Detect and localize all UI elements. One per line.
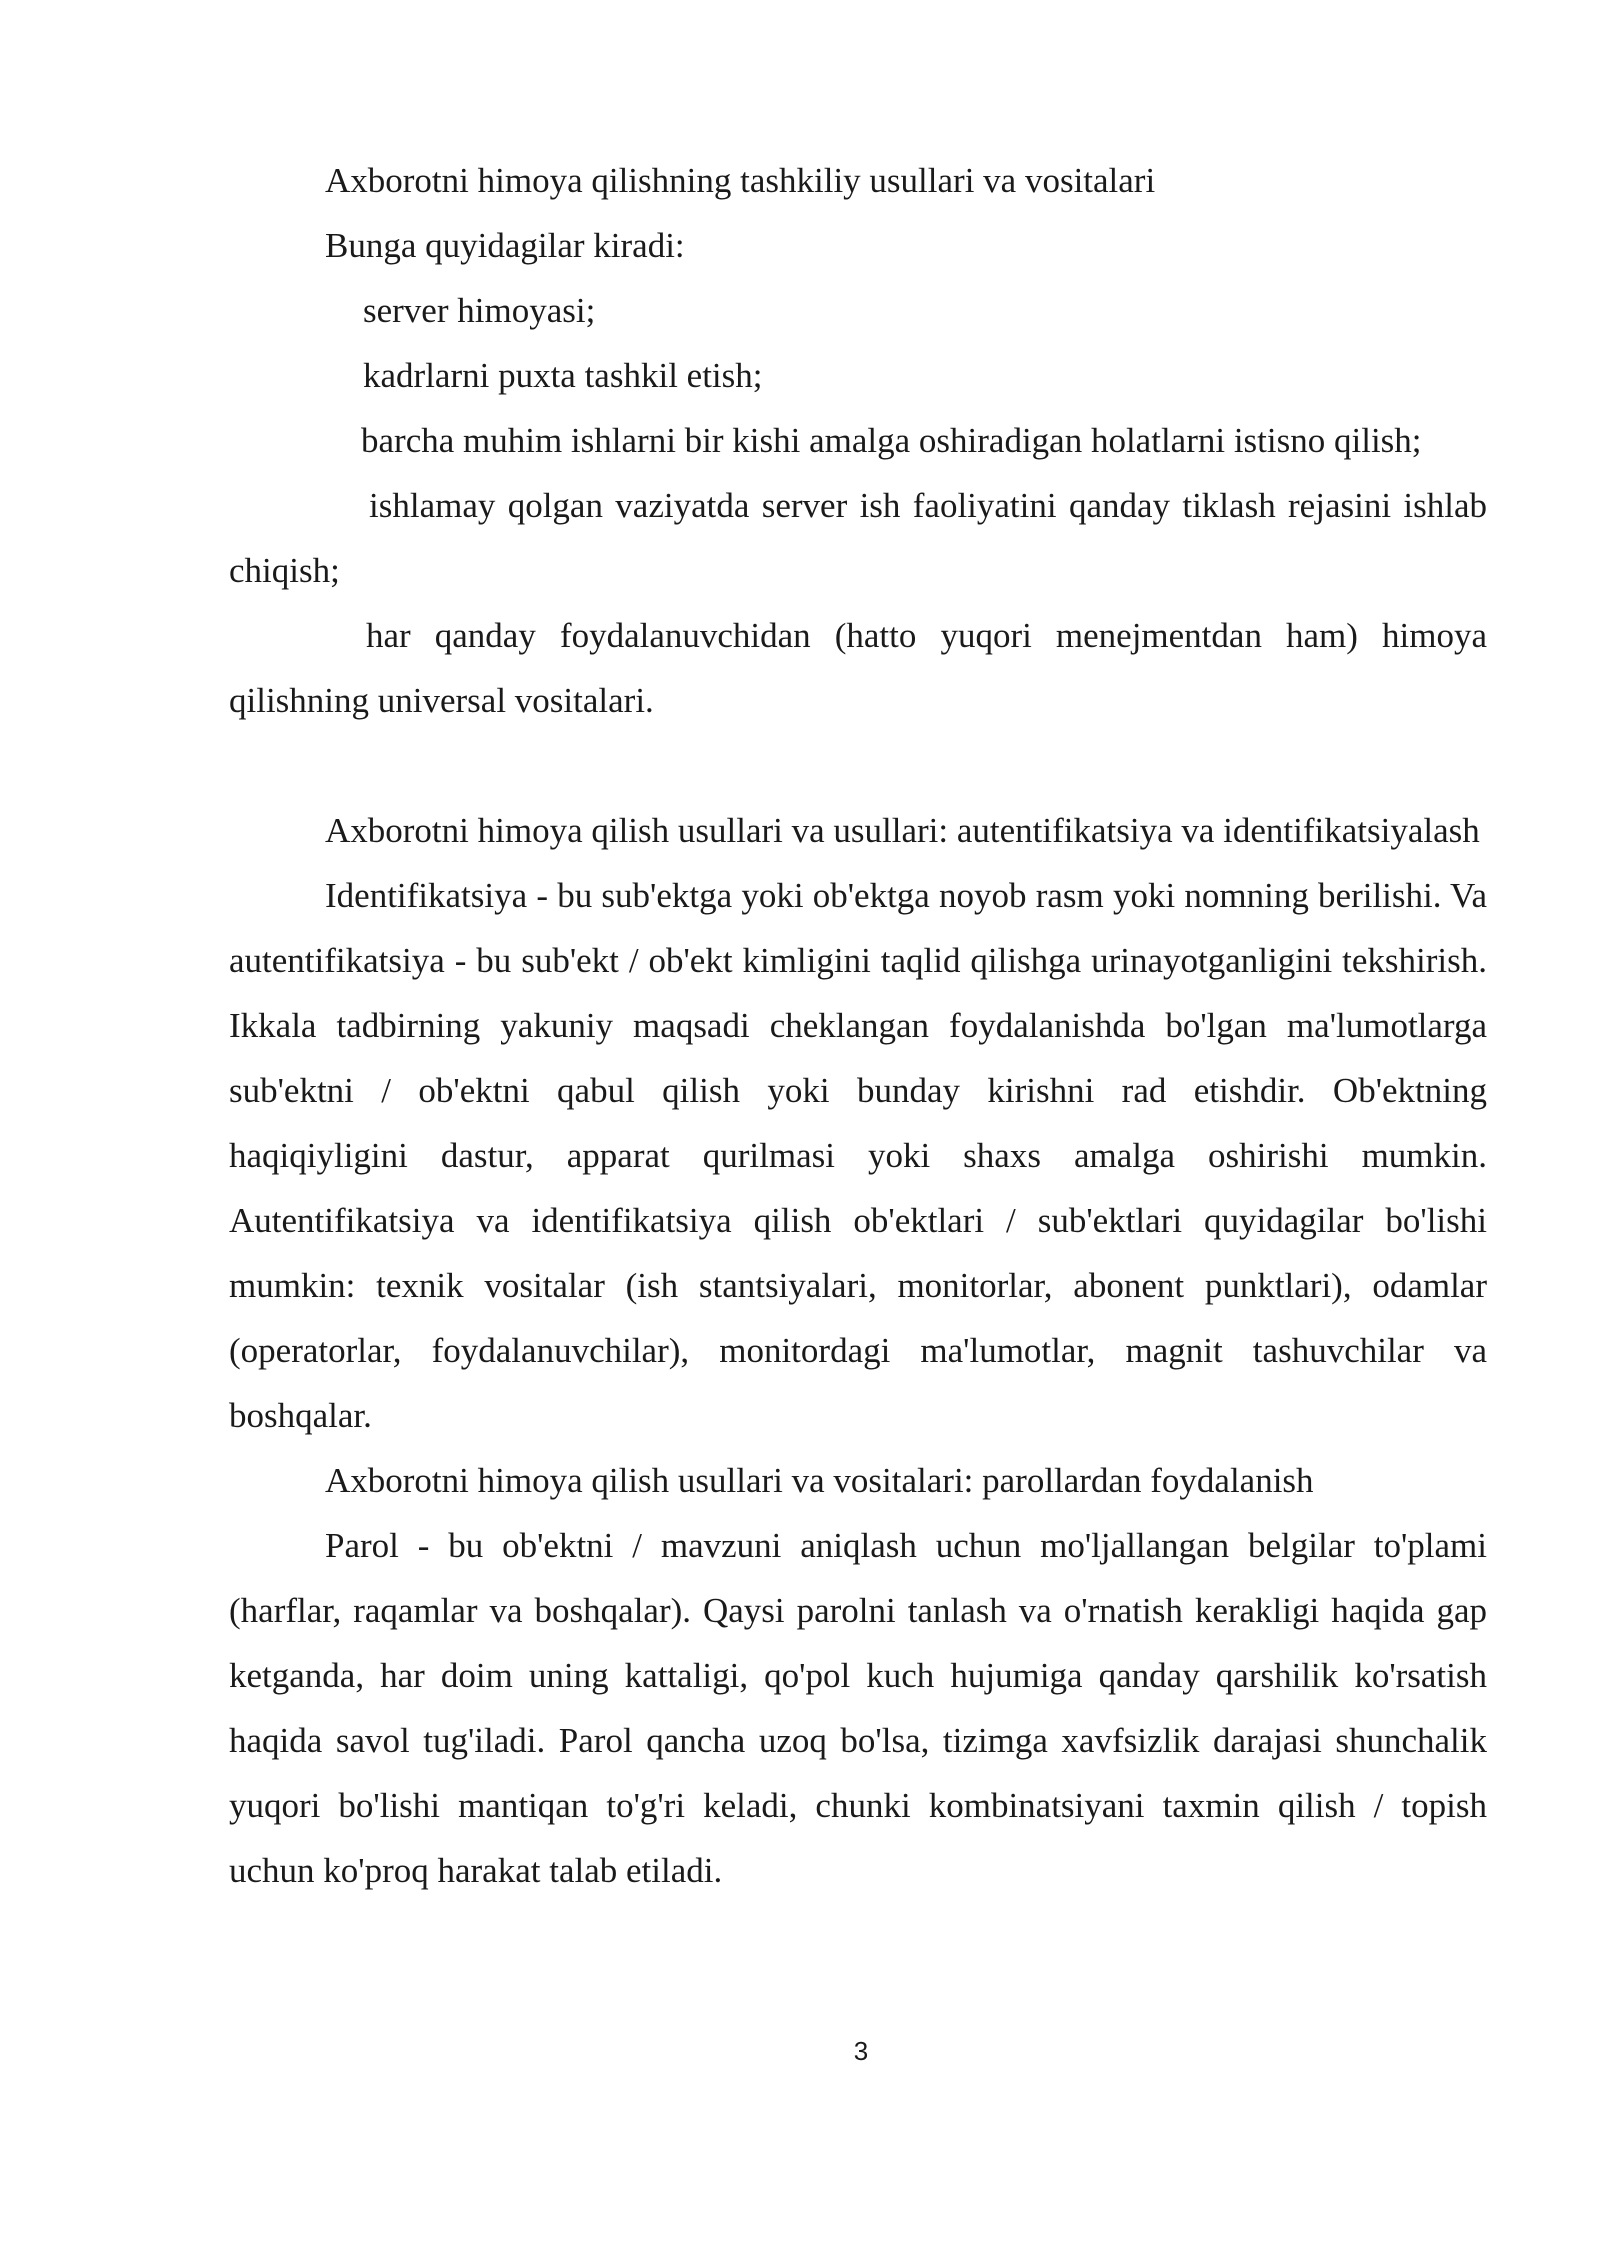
list-intro: Bunga quyidagilar kiradi: xyxy=(325,226,685,265)
section-heading-organizational: Axborotni himoya qilishning tashkiliy usullari va vositalari xyxy=(325,161,1156,200)
paragraph-password: Parol - bu ob'ektni / mavzuni aniqlash uchun mo'ljallangan belgilar to'plami (harflar, raqamlar va boshqalar). Qaysi parolni tanlash va o'rnatish kerakligi haqida gap ketganda, har doim uning kattaligi, qo'pol kuch hujumiga qanday qarshilik ko'rsatish haqida savol tug'iladi. Parol qancha uzoq bo'lsa, tizimga xavfsizlik darajasi shunchalik yuqori bo'lishi mantiqan to'g'ri keladi, chunki kombinatsiyani taxmin qilish / topish uchun ko'proq harakat talab etiladi. xyxy=(229,1526,1487,1890)
list-item-server-protection: server himoyasi; xyxy=(363,291,596,330)
page-content xyxy=(229,148,1487,1903)
section-heading-passwords: Axborotni himoya qilish usullari va vositalari: parollardan foydalanish xyxy=(325,1461,1314,1500)
paragraph-gap xyxy=(229,733,1487,798)
paragraph-identification: Identifikatsiya - bu sub'ektga yoki ob'ektga noyob rasm yoki nomning berilishi. Va autentifikatsiya - bu sub'ekt / ob'ekt kimligini taqlid qilishga urinayotganligini tekshirish. Ikkala tadbirning yakuniy maqsadi cheklangan foydalanishda bo'lgan ma'lumotlarga sub'ektni / ob'ektni qabul qilish yoki bunday kirishni rad etishdir. Ob'ektning haqiqiyligini dastur, apparat qurilmasi yoki shaxs amalga oshirishi mumkin. Autentifikatsiya va identifikatsiya qilish ob'ektlari / sub'ektlari quyidagilar bo'lishi mumkin: texnik vositalar (ish stantsiyalari, monitorlar, abonent punktlari), odamlar (operatorlar, foydalanuvchilar), monitordagi ma'lumotlar, magnit tashuvchilar va boshqalar. xyxy=(229,876,1487,1435)
list-item-exclude-single-person: barcha muhim ishlarni bir kishi amalga oshiradigan holatlarni istisno qilish; xyxy=(361,421,1422,460)
list-item-universal-protection: har qanday foydalanuvchidan (hatto yuqori menejmentdan ham) himoya qilishning universal vositalari. xyxy=(229,616,1487,720)
section-heading-authentication: Axborotni himoya qilish usullari va usullari: autentifikatsiya va identifikatsiyalash xyxy=(325,811,1480,850)
list-item-recovery-plan: ishlamay qolgan vaziyatda server ish faoliyatini qanday tiklash rejasini ishlab chiqish; xyxy=(229,486,1487,590)
list-item-staff-organization: kadrlarni puxta tashkil etish; xyxy=(363,356,763,395)
page-number: 3 xyxy=(853,2036,869,2066)
